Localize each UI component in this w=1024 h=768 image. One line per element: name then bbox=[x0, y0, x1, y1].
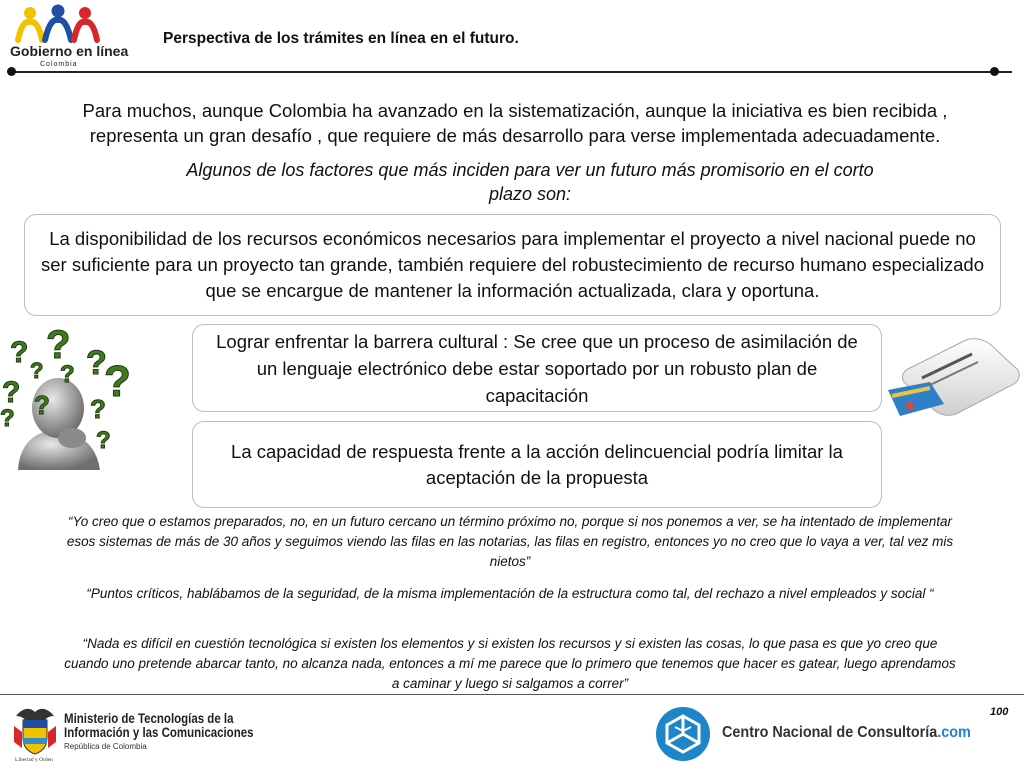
factor-text: Lograr enfrentar la barrera cultural : Se cree que un proceso de asimilación de un lenguaje electrónico debe estar soportado por un robusto plan de capacitación bbox=[216, 330, 858, 406]
card-reader-image bbox=[886, 330, 1024, 420]
svg-text:?: ? bbox=[0, 405, 15, 432]
coat-of-arms bbox=[12, 702, 58, 762]
divider-dot-left bbox=[7, 67, 16, 76]
factor-text: La capacidad de respuesta frente a la acción delincuencial podría limitar la aceptación de la propuesta bbox=[231, 440, 843, 488]
slide-title: Perspectiva de los trámites en línea en el futuro. bbox=[163, 30, 519, 47]
svg-text:?: ? bbox=[10, 336, 29, 369]
factor-text: La disponibilidad de los recursos económicos necesarios para implementar el proyecto a nivel nacional puede no ser suficiente para un proyecto tan grande, también requiere del robustecimiento de recurso humano especializado que se encargue de mantener la información actualizada, clara y oportuna. bbox=[40, 228, 985, 301]
gobierno-en-linea-logo bbox=[8, 4, 129, 68]
logo-text: Gobierno en línea bbox=[10, 43, 129, 59]
arms-caption: Libertad y Orden bbox=[15, 757, 53, 763]
svg-text:?: ? bbox=[60, 361, 75, 388]
svg-text:?: ? bbox=[86, 344, 107, 382]
factor-box-resources bbox=[24, 214, 1001, 316]
intro-paragraph: Para muchos, aunque Colombia ha avanzado en la sistematización, aunque la iniciativa es bien recibida , representa un gran desafío , que requiere de más desarrollo para verse implementada adecuadamente. bbox=[82, 100, 948, 146]
card-reader-icon bbox=[886, 330, 1024, 420]
interview-quote: “Nada es difícil en cuestión tecnológica si existen los elementos y si existen los recursos y si existen las cosas, lo que pasa es que yo creo que cuando uno pretende abarcar tanto, no alcanza nada, entonces a mí me parece que lo primero que tenemos que hacer es gatear, luego aprendamos a caminar y luego si salgamos a correr” bbox=[64, 636, 956, 691]
factor-box-crime bbox=[192, 421, 882, 508]
thinker-image bbox=[0, 322, 140, 470]
ministry-country: República de Colombia bbox=[64, 742, 147, 751]
logo-sub: Colombia bbox=[40, 61, 78, 68]
top-divider bbox=[12, 71, 1012, 73]
cnc-name bbox=[722, 724, 971, 742]
svg-text:?: ? bbox=[104, 357, 131, 406]
question-marks-head-icon bbox=[0, 322, 140, 470]
factor-box-culture bbox=[192, 324, 882, 412]
cnc-name-suffix: .com bbox=[937, 724, 971, 741]
ministry-name-line2: Información y las Comunicaciones bbox=[64, 724, 254, 740]
ministry-name-line1: Ministerio de Tecnologías de la bbox=[64, 710, 234, 726]
svg-text:?: ? bbox=[2, 376, 21, 409]
page-number: 100 bbox=[990, 706, 1009, 718]
bottom-divider bbox=[0, 694, 1024, 695]
cnc-logo bbox=[655, 706, 711, 762]
interview-quote: “Yo creo que o estamos preparados, no, en un futuro cercano un término próximo no, porque si nos ponemos a ver, se ha intentado de implementar esos sistemas de más de 30 años y seguimos viendo las filas en las notarias, las filas en registro, entonces yo no creo que lo vaya a ver, tal vez mis nietos” bbox=[66, 514, 954, 569]
ministry-logo-text bbox=[64, 711, 295, 751]
svg-text:?: ? bbox=[46, 323, 71, 367]
svg-text:?: ? bbox=[90, 394, 106, 424]
gobierno-en-linea-people-icon bbox=[8, 4, 129, 68]
divider-dot-right bbox=[990, 67, 999, 76]
svg-text:?: ? bbox=[30, 358, 44, 383]
factors-subheading: Algunos de los factores que más inciden para ver un futuro más promisorio en el corto plazo son: bbox=[186, 160, 874, 204]
svg-text:?: ? bbox=[34, 390, 50, 420]
cnc-cube-icon bbox=[655, 706, 711, 762]
interview-quote: “Puntos críticos, hablábamos de la seguridad, de la misma implementación de la estructura como tal, del rechazo a nivel empleados y social “ bbox=[86, 586, 934, 601]
coat-of-arms-icon bbox=[12, 702, 58, 762]
svg-text:?: ? bbox=[96, 427, 111, 454]
cnc-name-main: Centro Nacional de Consultoría bbox=[722, 724, 938, 741]
